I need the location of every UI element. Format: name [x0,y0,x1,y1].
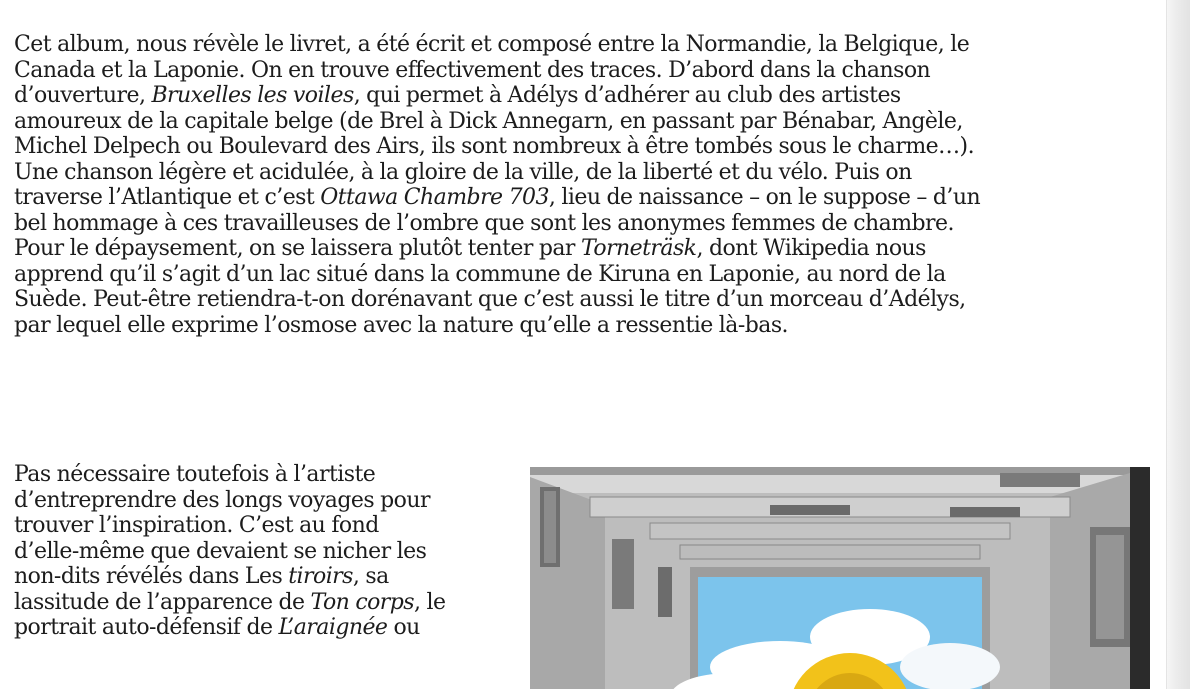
text-run: Suède. Peut-être retiendra-t-on dorénavant que c’est aussi le titre d’un morceau d’Adélys, [14,287,966,312]
article-paragraph-1 [14,32,980,338]
text-run: amoureux de la capitale belge (de Brel à Dick Annegarn, en passant par Bénabar, Angèle, [14,108,963,134]
text-line [14,185,980,211]
italic-title: L’araignée [278,615,388,640]
text-run: , lieu de naissance – on le suppose – d’un [548,185,981,210]
text-run: d’ouverture, [14,83,152,108]
text-line [14,564,445,590]
text-line [14,160,980,186]
text-run: traverse l’Atlantique et c’est [14,185,321,210]
text-run: , qui permet à Adélys d’adhérer au club des artistes [353,83,901,108]
italic-title: tiroirs [288,564,353,589]
italic-title: Ton corps [310,589,415,615]
text-line [14,287,980,313]
italic-title: Torneträsk [580,236,697,261]
text-line [14,513,445,539]
text-line [14,109,980,135]
page-edge-shadow [1166,0,1190,689]
text-run: d’elle-même que devaient se nicher les [14,538,427,564]
text-run: trouver l’inspiration. C’est au fond [14,513,379,538]
text-run: Canada et la Laponie. On en trouve effectivement des traces. D’abord dans la chanson [14,57,931,83]
text-run: , sa [352,564,389,589]
text-line [14,83,980,109]
text-line [14,32,980,58]
text-run: Cet album, nous révèle le livret, a été écrit et composé entre la Normandie, la Belgique, le [14,32,970,57]
text-line [14,539,445,565]
text-line [14,615,445,641]
text-line [14,236,980,262]
text-run: d’entreprendre des longs voyages pour [14,487,430,513]
text-line [14,313,980,339]
text-run: , le [414,589,446,615]
article-paragraph-2 [14,462,445,641]
text-run: Une chanson légère et acidulée, à la gloire de la ville, de la liberté et du vélo. Puis on [14,159,912,185]
text-line [14,488,445,514]
text-run: ou [387,615,420,640]
text-run: bel hommage à ces travailleuses de l’ombre que sont les anonymes femmes de chambre. [14,210,954,236]
text-line [14,58,980,84]
text-run: portrait auto-défensif de [14,615,279,640]
text-line [14,262,980,288]
article-photo [530,467,1150,689]
text-line [14,211,980,237]
text-run: Pour le dépaysement, on se laissera plutôt tenter par [14,236,581,261]
text-run: Pas nécessaire toutefois à l’artiste [14,462,376,487]
text-line [14,462,445,488]
italic-title: Bruxelles les voiles [151,83,354,108]
text-run: lassitude de l’apparence de [14,589,311,615]
cropped-glyph-fragment [600,0,620,4]
text-line [14,590,445,616]
text-run: Michel Delpech ou Boulevard des Airs, ils sont nombreux à être tombés sous le charme…). [14,134,975,159]
text-run: , dont Wikipedia nous [696,236,926,261]
italic-title: Ottawa Chambre 703 [320,185,549,210]
text-run: par lequel elle exprime l’osmose avec la nature qu’elle a ressentie là-bas. [14,312,789,338]
text-run: non-dits révélés dans Les [14,564,289,589]
text-run: apprend qu’il s’agit d’un lac situé dans la commune de Kiruna en Laponie, au nord de la [14,261,946,287]
text-line [14,134,980,160]
